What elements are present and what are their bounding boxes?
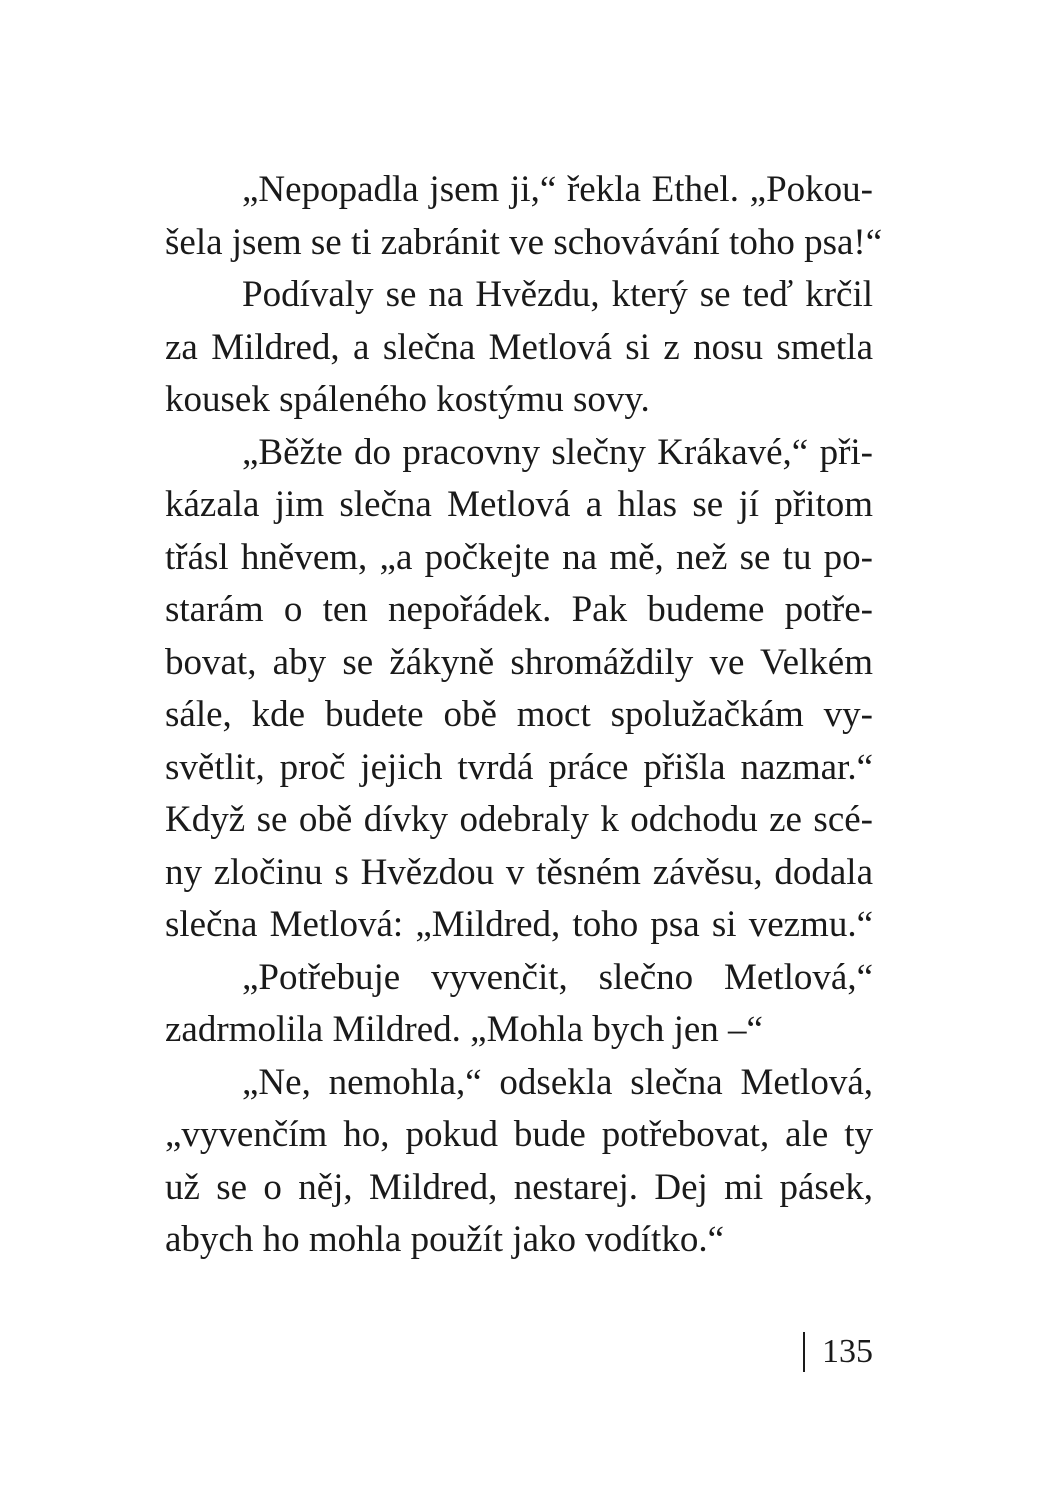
text-line: Když se obě dívky odebraly k odchodu ze scé- [165,799,873,840]
text-line: za Mildred, a slečna Metlová si z nosu smetla [165,326,873,368]
text-line: „Nepopadla jsem ji,“ řekla Ethel. „Pokou- [242,169,873,210]
text-line: „Běžte do pracovny slečny Krákavé,“ při- [242,431,873,473]
text-line: světlit, proč jejich tvrdá práce přišla nazmar.“ [165,746,873,788]
text-line: starám o ten nepořádek. Pak budeme potře- [165,589,873,630]
text-line: Podívaly se na Hvězdu, který se teď krčil [242,274,873,315]
text-line: bovat, aby se žákyně shromáždily ve Velkém [165,641,873,683]
text-line: „vyvenčím ho, pokud bude potřebovat, ale ty [165,1114,873,1155]
folio-divider [803,1332,805,1372]
text-line: abych ho mohla použít jako vodítko.“ [165,1219,724,1260]
text-line: šela jsem se ti zabránit ve schovávání toho psa!“ [165,221,883,263]
text-line: slečna Metlová: „Mildred, toho psa si vezmu.“ [165,904,873,945]
text-line: „Ne, nemohla,“ odsekla slečna Metlová, [242,1061,873,1103]
text-line: kázala jim slečna Metlová a hlas se jí přitom [165,484,873,525]
text-line: ny zločinu s Hvězdou v těsném závěsu, dodala [165,851,873,893]
text-line: už se o něj, Mildred, nestarej. Dej mi pásek, [165,1166,873,1208]
body-text [165,164,883,1267]
text-line: zadrmolila Mildred. „Mohla bych jen –“ [165,1009,763,1050]
page-number: 135 [822,1333,873,1370]
page-footer [803,1330,873,1374]
text-line: kousek spáleného kostýmu sovy. [165,379,650,420]
text-line: „Potřebuje vyvenčit, slečno Metlová,“ [242,956,873,998]
text-line: sále, kde budete obě moct spolužačkám vy- [165,694,873,735]
text-line: třásl hněvem, „a počkejte na mě, než se tu po- [165,536,873,578]
